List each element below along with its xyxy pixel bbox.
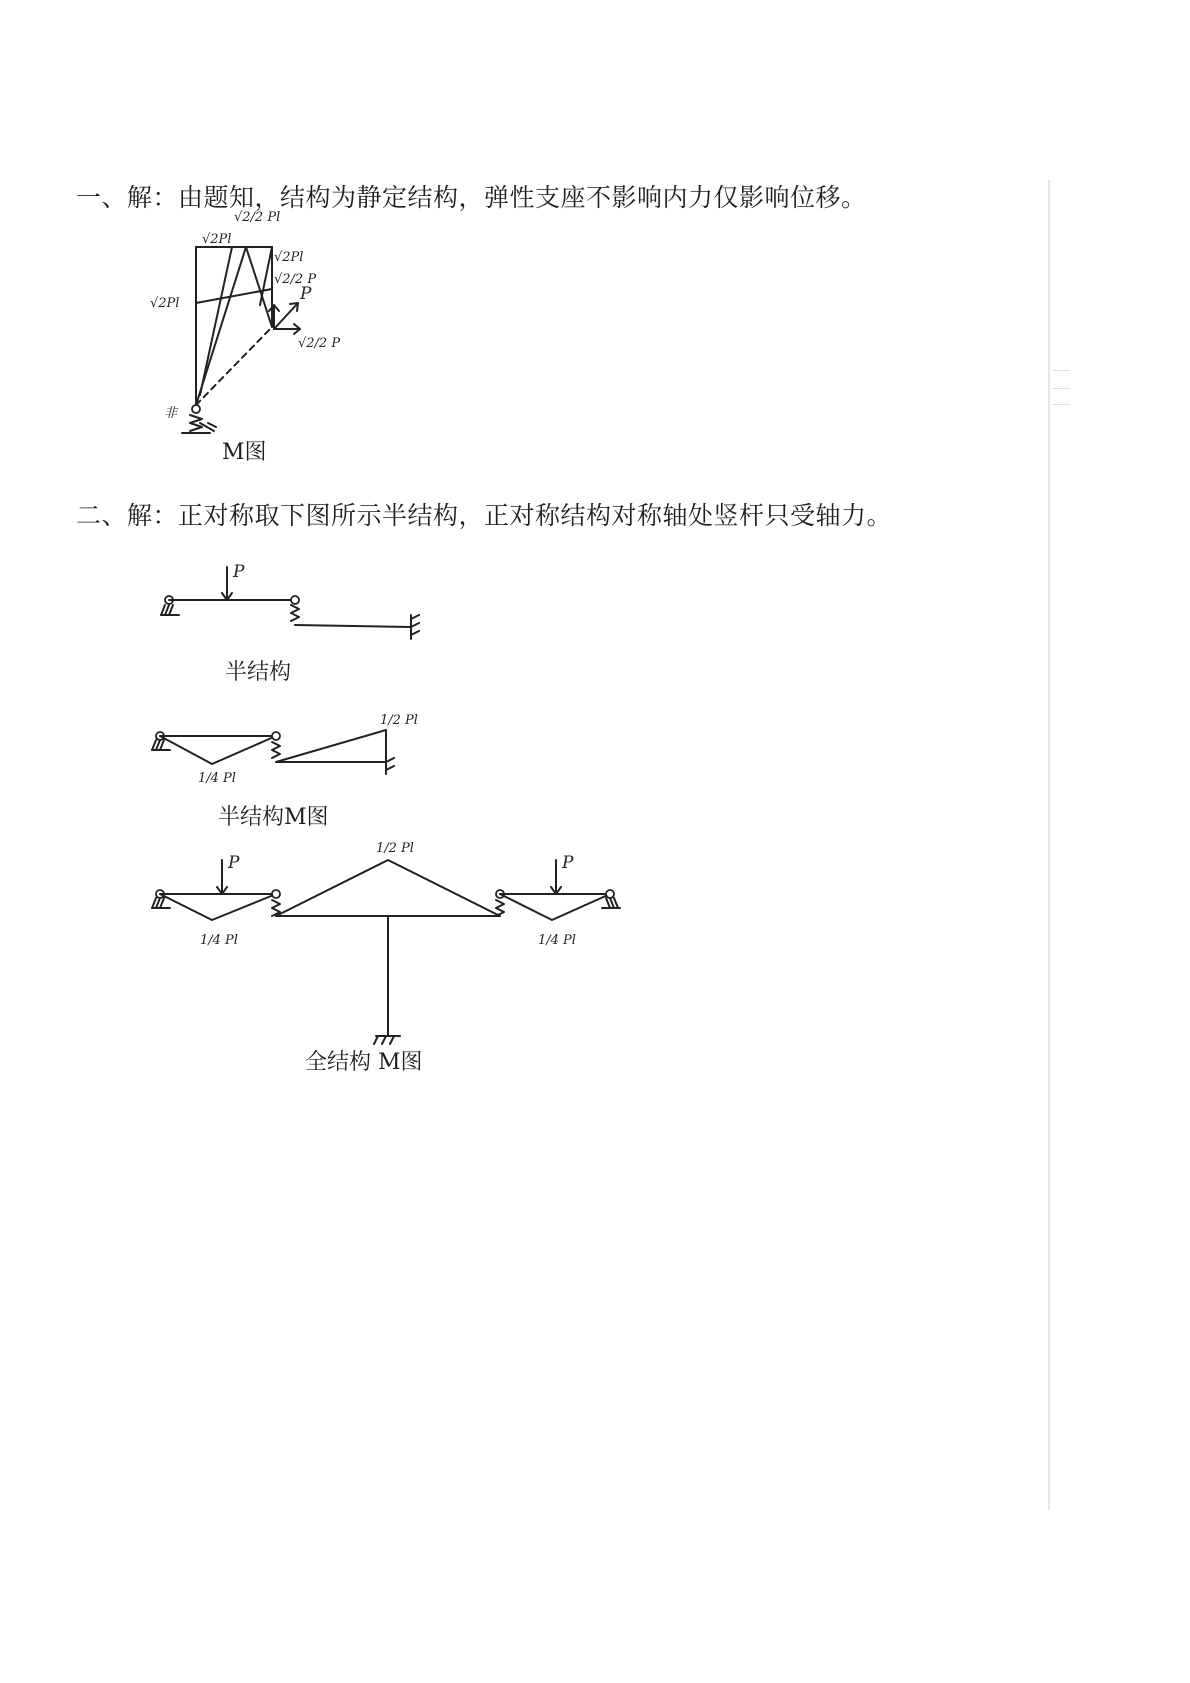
right-moment-line — [260, 247, 272, 305]
full-load-right: P — [562, 853, 574, 873]
moment-outline — [196, 247, 272, 405]
frame-moment-diagram — [150, 205, 350, 465]
middle-moment-triangle — [276, 860, 500, 916]
scan-tick — [1052, 370, 1070, 371]
half-structure-caption: 半结构 — [225, 660, 292, 685]
label-top-mid: √2/2 Pl — [234, 210, 281, 225]
label-right-top: √2Pl — [274, 250, 304, 265]
full-label-right: 1/4 Pl — [538, 933, 576, 948]
scan-tick — [1052, 388, 1070, 389]
label-force-p: P — [300, 284, 312, 304]
full-moment-caption: 全结构 M图 — [305, 1050, 423, 1075]
right-beam — [295, 625, 411, 627]
half-moment-label-right: 1/2 Pl — [380, 713, 418, 728]
half-moment-triangle — [160, 736, 276, 764]
scan-tick — [1052, 404, 1070, 405]
frame-moment-caption: M图 — [222, 440, 267, 465]
label-top-left: √2Pl — [202, 232, 232, 247]
section1-text: 一、解：由题知，结构为静定结构，弹性支座不影响内力仅影响位移。 — [76, 183, 867, 212]
full-label-left: 1/4 Pl — [200, 933, 238, 948]
label-support: 非 — [164, 406, 178, 421]
section2-text: 二、解：正对称取下图所示半结构，正对称结构对称轴处竖杆只受轴力。 — [76, 501, 893, 530]
half-structure-diagram — [155, 555, 435, 645]
half-load-label: P — [233, 562, 245, 582]
full-moment-diagram — [150, 840, 670, 1050]
scan-edge-line — [1048, 180, 1050, 1510]
half-moment-caption: 半结构M图 — [218, 805, 329, 830]
full-label-top: 1/2 Pl — [376, 841, 414, 856]
full-load-left: P — [228, 853, 240, 873]
label-left: √2Pl — [150, 296, 180, 311]
label-force-h: √2/2 P — [298, 336, 341, 351]
half-moment-label-mid: 1/4 Pl — [198, 771, 236, 786]
half-moment-diagram — [150, 700, 440, 800]
pin-support — [192, 405, 200, 413]
label-force-v: √2/2 P — [274, 272, 317, 287]
